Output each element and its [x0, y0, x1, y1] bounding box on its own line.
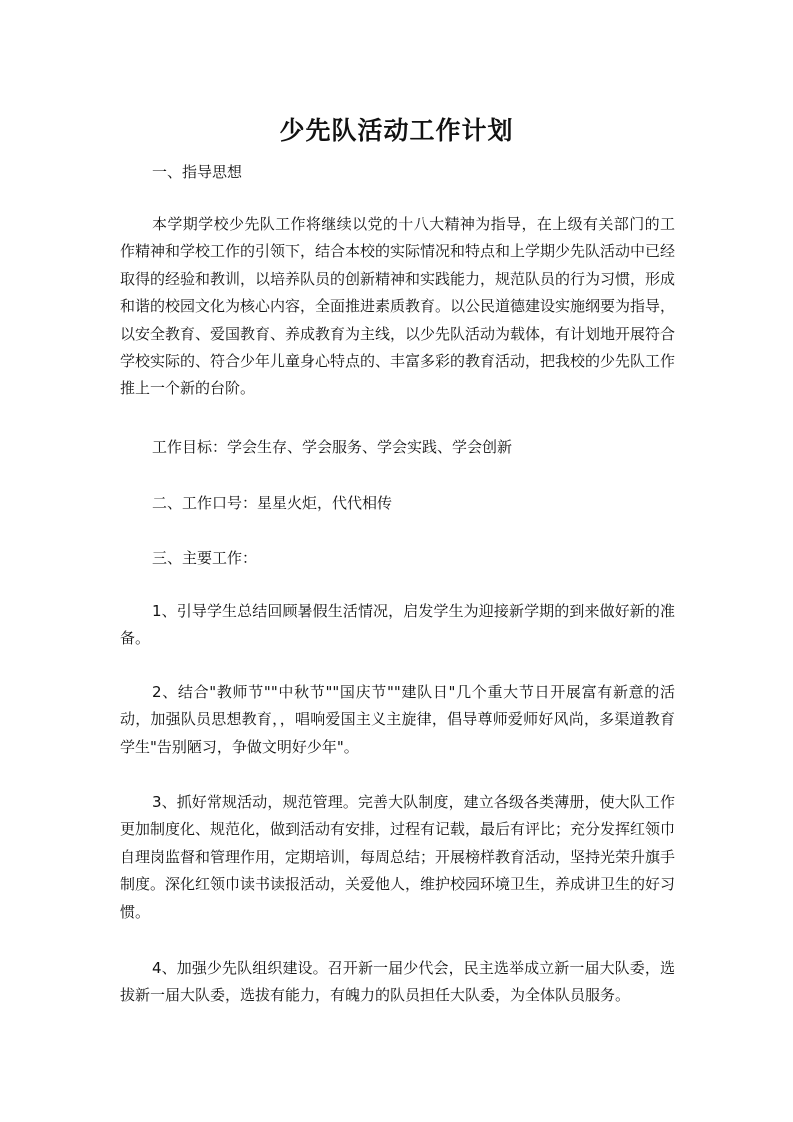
work-item-1: 1、引导学生总结回顾暑假生活情况，启发学生为迎接新学期的到来做好新的准备。 [120, 602, 675, 648]
work-goal-line: 工作目标：学会生存、学会服务、学会实践、学会创新 [152, 438, 513, 456]
work-item-3: 3、抓好常规活动，规范管理。完善大队制度，建立各级各类薄册，使大队工作更加制度化、规范化，做到活动有安排，过程有记载，最后有评比；充分发挥红领巾自理岗监督和管理作用，定期培训，每周总结；开展榜样教育活动，坚持光荣升旗手制度。深化红领巾读书读报活动，关爱他人，维护校园环境卫生，养成讲卫生的好习惯。 [120, 793, 676, 921]
document-title: 少先队活动工作计划 [279, 116, 514, 145]
heading-main-work: 三、主要工作： [152, 549, 258, 567]
work-item-2: 2、结合"教师节""中秋节""国庆节""建队日"几个重大节日开展富有新意的活动，加强队员思想教育，，唱响爱国主义主旋律，倡导尊师爱师好风尚，多渠道教育学生"告别陋习，争做文明好少年"。 [120, 683, 675, 756]
work-slogan-line: 二、工作口号：星星火炬，代代相传 [152, 494, 393, 512]
paragraph-intro: 本学期学校少先队工作将继续以党的十八大精神为指导，在上级有关部门的工作精神和学校工作的引领下，结合本校的实际情况和特点和上学期少先队活动中已经取得的经验和教训，以培养队员的创新精神和实践能力，规范队员的行为习惯，形成和谐的校园文化为核心内容，全面推进素质教育。以公民道德建设实施纲要为指导，以安全教育、爱国教育、养成教育为主线，以少先队活动为载体，有计划地开展符合学校实际的、符合少年儿童身心特点的、丰富多彩的教育活动，把我校的少先队工作推上一个新的台阶。 [120, 215, 676, 398]
work-item-4: 4、加强少先队组织建设。召开新一届少代会，民主选举成立新一届大队委，选拔新一届大队委，选拔有能力，有魄力的队员担任大队委，为全体队员服务。 [120, 959, 675, 1005]
heading-guiding-thought: 一、指导思想 [152, 163, 243, 181]
